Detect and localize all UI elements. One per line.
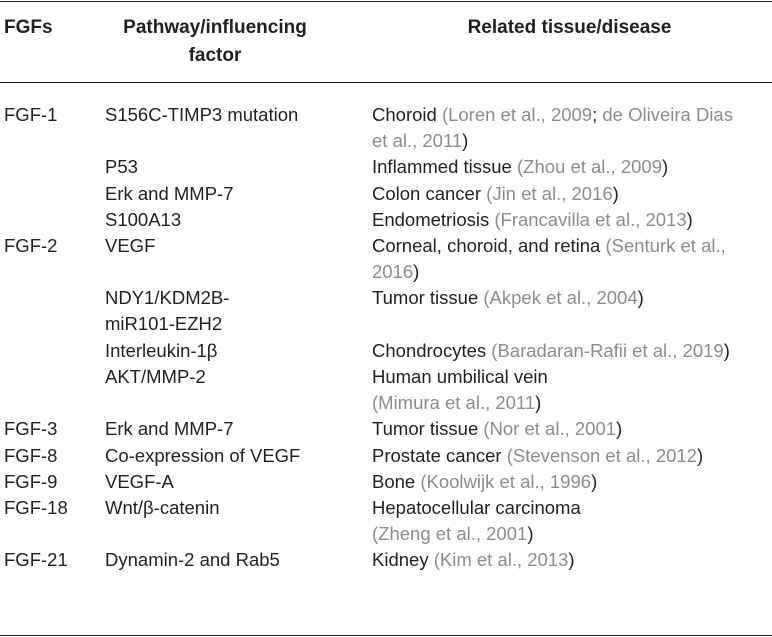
- tissue-text: Chondrocytes: [372, 339, 492, 361]
- reference-text: (Loren et al., 2009: [441, 104, 593, 125]
- tissue-cell: [372, 102, 767, 154]
- tissue-cell: [372, 469, 767, 495]
- tissue-text: ): [686, 208, 693, 230]
- tissue-line: [372, 154, 767, 180]
- tissue-text: ): [723, 339, 730, 361]
- tissue-line: [372, 416, 767, 442]
- fgf-cell: FGF-2: [4, 235, 58, 256]
- pathway-cell: VEGF: [105, 235, 156, 256]
- tissue-text: ): [616, 418, 623, 440]
- tissue-text: Prostate cancer: [372, 444, 507, 466]
- reference-text: (Zhou et al., 2009: [516, 156, 662, 178]
- reference-text: (Mimura et al., 2011: [372, 392, 536, 413]
- pathway-cell: Erk and MMP-7: [105, 418, 234, 440]
- tissue-text: ): [462, 130, 469, 151]
- tissue-text: Tumor tissue: [372, 287, 484, 309]
- table-bottom-rule: [0, 635, 772, 636]
- reference-text: (Baradaran-Rafii et al., 2019: [491, 339, 724, 361]
- header-related-tissue: Related tissue/disease: [467, 17, 672, 38]
- tissue-line: [372, 390, 767, 416]
- tissue-cell: [372, 547, 767, 573]
- pathway-cell: Dynamin-2 and Rab5: [105, 549, 280, 571]
- tissue-line: [372, 102, 767, 128]
- tissue-line: [372, 207, 767, 233]
- pathway-cell: Wnt/β-catenin: [105, 497, 220, 518]
- reference-text: (Nor et al., 2001: [483, 418, 617, 440]
- tissue-line: [372, 443, 767, 469]
- tissue-text: ): [527, 523, 534, 544]
- pathway-cell: Interleukin-1β: [105, 339, 218, 361]
- pathway-cell: AKT/MMP-2: [105, 366, 206, 387]
- tissue-text: ): [591, 470, 598, 492]
- pathway-cell: Erk and MMP-7: [105, 182, 234, 204]
- reference-text: (Akpek et al., 2004: [483, 287, 638, 309]
- pathway-cell: S100A13: [105, 208, 182, 230]
- header-pathway: [105, 14, 325, 70]
- tissue-cell: [372, 207, 767, 233]
- reference-text: (Kim et al., 2013: [433, 549, 569, 571]
- tissue-text: Tumor tissue: [372, 418, 484, 440]
- header-rule: [0, 82, 772, 83]
- reference-text: (Francavilla et al., 2013: [494, 208, 687, 230]
- tissue-text: ;: [592, 104, 603, 125]
- tissue-text: Bone: [372, 470, 421, 492]
- header-fgfs: FGFs: [4, 17, 53, 38]
- pathway-cell: S156C-TIMP3 mutation: [105, 104, 299, 125]
- tissue-cell: [372, 285, 767, 311]
- reference-text: 2016: [372, 261, 414, 282]
- pathway-cell: Co-expression of VEGF: [105, 444, 301, 466]
- tissue-cell: [372, 233, 767, 285]
- tissue-line: [372, 521, 767, 547]
- pathway-line: miR101-EZH2: [105, 313, 223, 335]
- tissue-line: [372, 469, 767, 495]
- tissue-text: Colon cancer: [372, 182, 487, 204]
- tissue-line: [372, 285, 767, 311]
- tissue-text: Human umbilical vein: [372, 366, 548, 387]
- tissue-text: Choroid: [372, 104, 442, 125]
- tissue-text: ): [696, 444, 704, 466]
- tissue-line: [372, 495, 767, 521]
- tissue-cell: [372, 338, 767, 364]
- tissue-cell: [372, 154, 767, 180]
- pathway-cell: [105, 285, 345, 337]
- reference-text: de Oliveira Dias: [602, 104, 733, 125]
- tissue-text: ): [413, 261, 420, 282]
- tissue-text: Inflammed tissue: [372, 156, 517, 178]
- reference-text: et al., 2011: [372, 130, 463, 151]
- tissue-cell: [372, 181, 767, 207]
- fgf-cell: FGF-18: [4, 497, 68, 518]
- tissue-text: ): [568, 549, 575, 571]
- pathway-cell: VEGF-A: [105, 470, 174, 492]
- fgf-cell: FGF-1: [4, 104, 58, 125]
- tissue-text: Kidney: [372, 549, 434, 571]
- pathway-line: NDY1/KDM2B-: [105, 287, 230, 309]
- tissue-text: Endometriosis: [372, 208, 495, 230]
- tissue-cell: [372, 416, 767, 442]
- tissue-text: Corneal, choroid, and retina: [372, 235, 606, 256]
- fgf-cell: FGF-9: [4, 470, 58, 492]
- tissue-text: ): [612, 182, 619, 204]
- tissue-text: Hepatocellular carcinoma: [372, 497, 581, 518]
- reference-text: (Zheng et al., 2001: [372, 523, 528, 544]
- reference-text: (Jin et al., 2016: [486, 182, 613, 204]
- tissue-cell: [372, 364, 767, 416]
- table-top-rule: [0, 1, 772, 2]
- reference-text: (Stevenson et al., 2012: [506, 444, 697, 466]
- header-pathway-line1: Pathway/influencing: [123, 17, 307, 38]
- header-pathway-line2: factor: [188, 45, 242, 66]
- tissue-text: ): [662, 156, 669, 178]
- pathway-cell: P53: [105, 156, 138, 178]
- fgf-cell: FGF-3: [4, 418, 58, 440]
- reference-text: (Koolwijk et al., 1996: [420, 470, 592, 492]
- tissue-line: [372, 338, 767, 364]
- tissue-line: [372, 547, 767, 573]
- tissue-text: ): [535, 392, 542, 413]
- reference-text: (Senturk et al.,: [605, 235, 726, 256]
- tissue-line: [372, 128, 767, 154]
- tissue-line: [372, 233, 767, 259]
- tissue-line: [372, 259, 767, 285]
- tissue-cell: [372, 443, 767, 469]
- tissue-line: [372, 364, 767, 390]
- fgf-cell: FGF-21: [4, 549, 68, 571]
- tissue-cell: [372, 495, 767, 547]
- tissue-line: [372, 181, 767, 207]
- fgf-cell: FGF-8: [4, 444, 58, 466]
- tissue-text: ): [637, 287, 644, 309]
